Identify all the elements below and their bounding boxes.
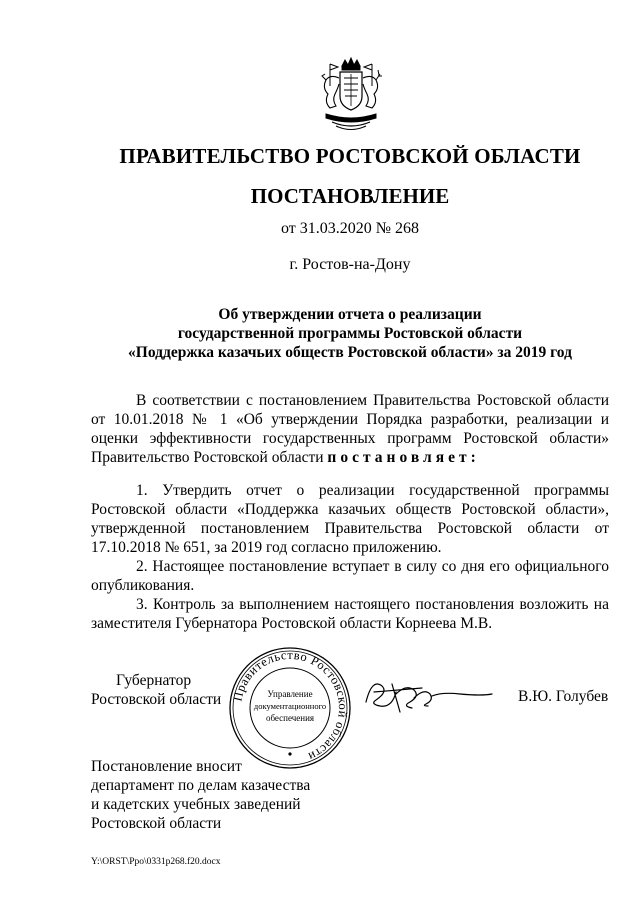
signatory-post-line: Ростовской области (91, 691, 222, 708)
city: г. Ростов-на-Дону (289, 256, 411, 273)
subject-line: «Поддержка казачьих обществ Ростовской области» за 2019 год (128, 344, 572, 361)
intro-text: В соответствии с постановлением Правительства Ростовской области от 10.01.2018 № 1 «Об утверждении Порядка разработки, реализации и оценки эффективности государственных программ Ростовской области» Правительство Ростовской области (91, 392, 609, 466)
coat-of-arms-icon (318, 56, 384, 134)
submitted-by-line: и кадетских учебных заведений (91, 796, 301, 813)
document-subject (0, 305, 640, 362)
submitted-by-line: департамент по делам казачества (91, 777, 311, 794)
decree-item: 2. Настоящее постановление вступает в силу со дня его официального опубликования. (91, 558, 609, 594)
subject-line: Об утверждении отчета о реализации (218, 306, 482, 323)
organization-title: ПРАВИТЕЛЬСТВО РОСТОВСКОЙ ОБЛАСТИ (119, 144, 581, 168)
handwritten-signature (362, 672, 496, 718)
document-type: ПОСТАНОВЛЕНИЕ (250, 184, 450, 208)
decree-items (91, 481, 609, 633)
submitted-by-line: Постановление вносит (91, 758, 242, 775)
seal-inner-line: обеспечения (265, 713, 315, 723)
seal-outer-text: Правительство Ростовской области (230, 647, 351, 765)
seal-inner-line: документационного (253, 701, 327, 711)
decree-item: 1. Утвердить отчет о реализации государственной программы Ростовской области «Поддержка казачьих обществ Ростовской области», утвержденной постановлением Правительства Ростовской области от 17.10.2018 № 651, за 2019 год согласно приложению. (91, 482, 609, 556)
file-path: Y:\ORST\Ppo\0331p268.f20.docx (91, 857, 221, 867)
decree-item: 3. Контроль за выполнением настоящего постановления возложить на заместителя Губернатора Ростовской области Корнеева М.В. (91, 596, 609, 632)
submitted-by-line: Ростовской области (91, 815, 222, 832)
subject-line: государственной программы Ростовской области (177, 325, 523, 342)
seal-inner-line: Управление (267, 689, 313, 699)
official-seal (228, 646, 352, 770)
intro-paragraph (91, 391, 609, 467)
submitted-by (91, 757, 310, 833)
signatory-name: В.Ю. Голубев (518, 688, 609, 705)
signatory-post-line: Губернатор (116, 672, 192, 689)
intro-verb: постановляет: (327, 449, 480, 466)
date-and-number: от 31.03.2020 № 268 (280, 220, 420, 237)
